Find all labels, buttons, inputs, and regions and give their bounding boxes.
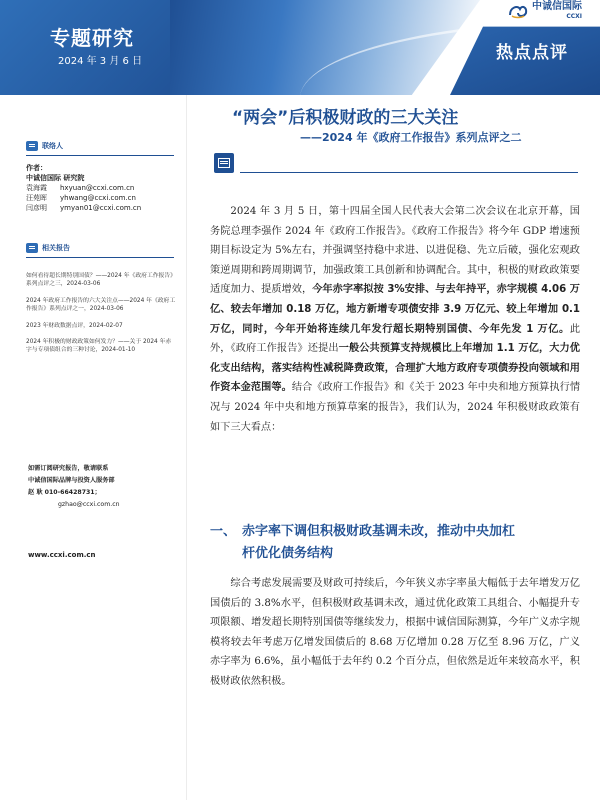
contact-email[interactable]: gzhao@ccxi.com.cn (58, 501, 120, 508)
author-name: 袁海霞 (26, 184, 47, 192)
author-row (26, 183, 141, 193)
authors-block (26, 163, 141, 213)
intro-bold-2: 一般公共预算支持规模比上年增加 1.1 万亿，大力优化支出结构，落实结构性减税降费政策，合理扩大地方政府专项债券投向领域和用作资本金范围等。 (210, 343, 580, 394)
related-reports-header (26, 243, 70, 253)
author-name: 汪苑晖 (26, 194, 47, 202)
related-divider (26, 257, 174, 258)
contacts-section-header (26, 141, 63, 151)
title-divider (240, 172, 578, 173)
author-row (26, 203, 141, 213)
section-number: 一、 (210, 524, 237, 539)
authors-label: 作者： (26, 164, 47, 172)
company-logo (508, 2, 582, 20)
subscription-contact (28, 463, 178, 511)
contacts-divider (26, 155, 174, 156)
related-reports-label: 相关报告 (42, 244, 70, 252)
website-link[interactable]: www.ccxi.com.cn (28, 551, 96, 559)
related-reports-icon (26, 243, 38, 253)
related-report-link[interactable]: 2024 年积极的财政政策如何发力？——关于 2024 年赤字与专项债组合的三种讨论，2024-01-10 (26, 339, 172, 354)
page-title: “两会”后积极财政的三大关注 (232, 108, 459, 128)
intro-text-2: 此外，《政府工作报告》还提出 (210, 323, 580, 355)
related-report-link[interactable]: 如何看待超长期特别国债？——2024 年《政府工作报告》系列点评之三，2024-03-06 (26, 273, 176, 288)
intro-paragraph (210, 202, 580, 437)
contact-line: 如需订阅研究报告，敬请联系 (28, 465, 109, 472)
intro-bold-1: 今年赤字率拟按 3%安排、与去年持平，赤字规模 4.06 万亿、较去年增加 0.18 万亿，地方新增专项债安排 3.9 万亿元、较上年增加 0.1 万亿，同时，今年开始将连续几年发行超长期特别国债、今年先发 1 万亿。 (210, 284, 580, 335)
section-title-line1: 赤字率下调但积极财政基调未改，推动中央加杠 (242, 524, 516, 539)
page-subtitle: ——2024 年《政府工作报告》系列点评之二 (300, 131, 522, 144)
author-org: 中诚信国际 研究院 (26, 174, 85, 182)
report-date: 2024 年 3 月 6 日 (58, 56, 143, 67)
author-row (26, 193, 141, 203)
logo-name-en: CCXI (566, 13, 582, 20)
report-header (0, 0, 600, 95)
author-name: 闫彦明 (26, 204, 47, 212)
report-type: 专题研究 (50, 26, 134, 50)
contact-line: 赵 耿 010-66428731； (28, 489, 101, 496)
contacts-label: 联络人 (42, 142, 63, 150)
author-email[interactable]: hxyuan@ccxi.com.cn (60, 184, 135, 192)
section-heading-1 (210, 521, 590, 565)
author-email[interactable]: ymyan01@ccxi.com.cn (60, 204, 142, 212)
contacts-icon (26, 141, 38, 151)
section-title-line2: 杆优化债务结构 (242, 546, 334, 561)
related-reports-list (26, 272, 176, 363)
document-icon (214, 153, 234, 173)
contact-line: 中诚信国际品牌与投资人服务部 (28, 477, 115, 484)
hot-comment-label: 热点点评 (496, 43, 568, 63)
logo-name-cn: 中诚信国际 (532, 1, 582, 12)
related-report-link[interactable]: 2023 年财政数据点评，2024-02-07 (26, 322, 123, 329)
author-email[interactable]: yhwang@ccxi.com.cn (60, 194, 136, 202)
section-1-paragraph: 综合考虑发展需要及财政可持续后，今年狭义赤字率虽大幅低于去年增发万亿国债后的 3.8%水平，但积极财政基调未改，通过优化政策工具组合、小幅提升专项限额、增发超长期特别国债等继续发力，根据中诚信国际测算，今年广义赤字规模将较去年考虑万亿增发国债后的 8.68 万亿增加 0.28 万亿至 8.96 万亿，广义赤字率为 6.6%，虽小幅低于去年约 0.2 个百分点，但依然是近年来较高水平，积极财政依然积极。 (210, 578, 580, 687)
ccxi-logo-icon (508, 3, 528, 19)
related-report-link[interactable]: 2024 年政府工作报告的六大关注点——2024 年《政府工作报告》系列点评之一，2024-03-06 (26, 297, 176, 313)
intro-text-1: 2024 年 3 月 5 日，第十四届全国人民代表大会第二次会议在北京开幕，国务院总理李强作 2024 年《政府工作报告》。《政府工作报告》将今年 GDP 增速预期目标设定为 5%左右，并强调坚持稳中求进、以进促稳、先立后破，强化宏观政策逆周期和跨周期调节，加强政策工具创新和协调配合。其中，积极的财政政策要适度加力、提质增效， (210, 206, 580, 296)
intro-text-3: 结合《政府工作报告》和《关于 2023 年中央和地方预算执行情况与 2024 年中央和地方预算草案的报告》，我们认为，2024 年积极财政政策有如下三大看点： (210, 382, 581, 433)
